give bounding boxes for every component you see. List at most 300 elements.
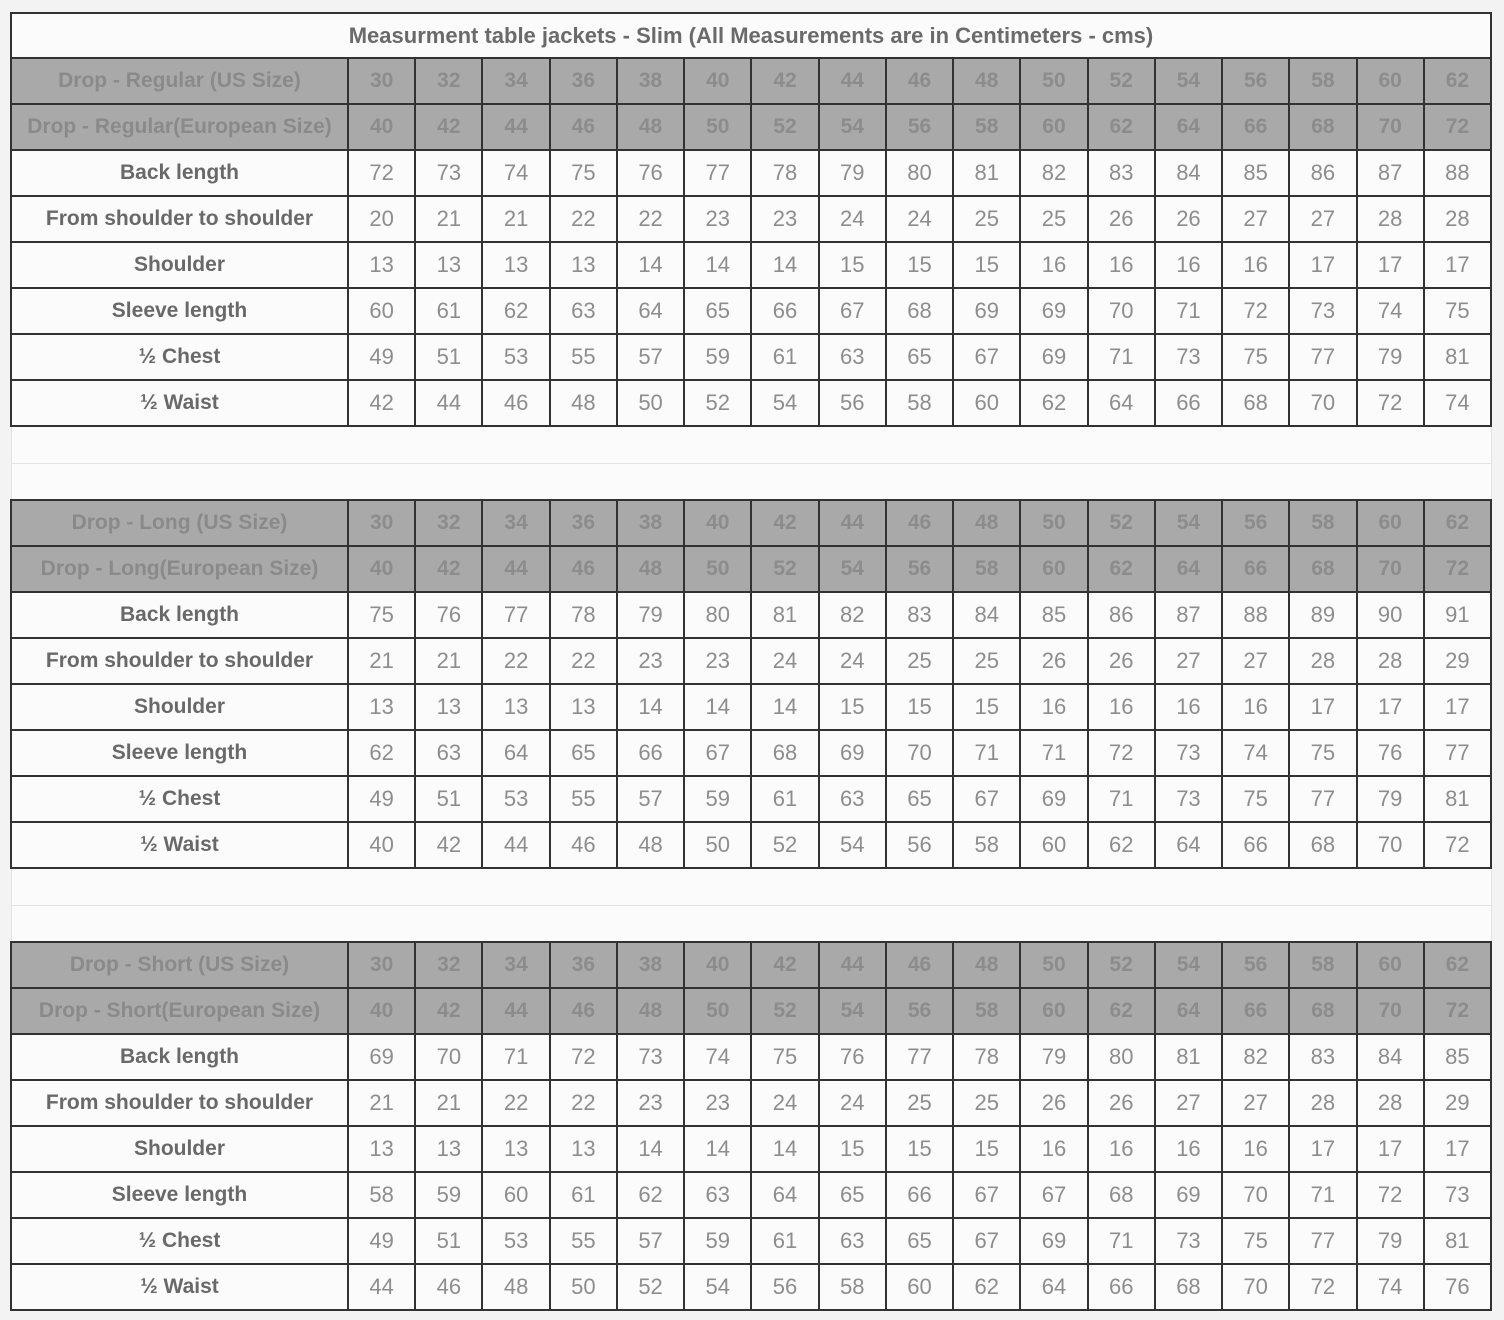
- measurement-value: 27: [1155, 638, 1222, 684]
- measurement-value: 65: [886, 776, 953, 822]
- measurement-value: 28: [1289, 638, 1356, 684]
- measurement-value: 72: [1357, 380, 1424, 426]
- size-header-cell: 68: [1289, 546, 1356, 592]
- measurement-value: 70: [1088, 288, 1155, 334]
- measurement-value: 14: [617, 242, 684, 288]
- measurement-value: 28: [1424, 196, 1491, 242]
- measurement-value: 14: [684, 242, 751, 288]
- measurement-row: [11, 1218, 1491, 1264]
- measurement-value: 62: [617, 1172, 684, 1218]
- measurement-value: 73: [1424, 1172, 1491, 1218]
- measurement-value: 57: [617, 776, 684, 822]
- measurement-value: 59: [684, 334, 751, 380]
- measurement-value: 74: [1357, 1264, 1424, 1310]
- size-header-cell: 56: [886, 546, 953, 592]
- size-header-row-us: [11, 942, 1491, 988]
- measurement-value: 17: [1424, 1126, 1491, 1172]
- measurement-value: 74: [1424, 380, 1491, 426]
- size-header-cell: 70: [1357, 988, 1424, 1034]
- measurement-value: 58: [348, 1172, 415, 1218]
- measurement-value: 53: [482, 1218, 549, 1264]
- measurement-value: 27: [1222, 638, 1289, 684]
- measurement-label: From shoulder to shoulder: [11, 196, 348, 242]
- measurement-value: 81: [1424, 334, 1491, 380]
- measurement-label: From shoulder to shoulder: [11, 1080, 348, 1126]
- size-header-cell: 38: [617, 500, 684, 546]
- measurement-value: 66: [886, 1172, 953, 1218]
- measurement-row: [11, 380, 1491, 426]
- measurement-value: 58: [886, 380, 953, 426]
- measurement-value: 60: [886, 1264, 953, 1310]
- measurement-value: 58: [953, 822, 1020, 868]
- measurement-value: 77: [886, 1034, 953, 1080]
- measurement-value: 21: [415, 1080, 482, 1126]
- measurement-value: 15: [819, 684, 886, 730]
- size-header-cell: 58: [1289, 58, 1356, 104]
- measurement-value: 76: [617, 150, 684, 196]
- measurement-value: 52: [684, 380, 751, 426]
- measurement-value: 67: [684, 730, 751, 776]
- measurement-value: 22: [482, 1080, 549, 1126]
- section-spacer-row: [11, 905, 1491, 942]
- measurement-value: 61: [751, 334, 818, 380]
- measurement-value: 13: [348, 684, 415, 730]
- size-header-cell: 44: [482, 988, 549, 1034]
- measurement-value: 80: [886, 150, 953, 196]
- measurement-value: 49: [348, 334, 415, 380]
- size-header-cell: 70: [1357, 546, 1424, 592]
- size-header-cell: 64: [1155, 988, 1222, 1034]
- size-header-cell: 68: [1289, 988, 1356, 1034]
- measurement-value: 48: [482, 1264, 549, 1310]
- measurement-value: 27: [1289, 196, 1356, 242]
- measurement-value: 75: [1424, 288, 1491, 334]
- size-header-cell: 48: [953, 58, 1020, 104]
- measurement-value: 48: [617, 822, 684, 868]
- measurement-value: 85: [1424, 1034, 1491, 1080]
- size-header-cell: 40: [684, 942, 751, 988]
- size-header-cell: 58: [1289, 500, 1356, 546]
- measurement-row: [11, 1034, 1491, 1080]
- measurement-value: 71: [1155, 288, 1222, 334]
- size-header-cell: 58: [953, 988, 1020, 1034]
- measurement-value: 13: [348, 1126, 415, 1172]
- measurement-value: 57: [617, 334, 684, 380]
- measurement-value: 73: [1155, 334, 1222, 380]
- measurement-value: 40: [348, 822, 415, 868]
- size-system-label: Drop - Short(European Size): [11, 988, 348, 1034]
- measurement-value: 55: [550, 1218, 617, 1264]
- measurement-value: 24: [819, 196, 886, 242]
- size-header-cell: 40: [348, 988, 415, 1034]
- measurement-value: 59: [415, 1172, 482, 1218]
- measurement-label: From shoulder to shoulder: [11, 638, 348, 684]
- measurement-value: 15: [819, 1126, 886, 1172]
- measurement-value: 73: [617, 1034, 684, 1080]
- measurement-value: 72: [1424, 822, 1491, 868]
- measurement-value: 77: [1424, 730, 1491, 776]
- measurement-value: 16: [1222, 242, 1289, 288]
- measurement-value: 16: [1222, 1126, 1289, 1172]
- measurement-table-body: [11, 13, 1491, 1310]
- size-header-cell: 60: [1357, 500, 1424, 546]
- size-header-row-us: [11, 58, 1491, 104]
- measurement-value: 44: [482, 822, 549, 868]
- measurement-value: 63: [684, 1172, 751, 1218]
- measurement-label: ½ Waist: [11, 1264, 348, 1310]
- size-header-cell: 48: [953, 942, 1020, 988]
- size-header-cell: 56: [1222, 500, 1289, 546]
- measurement-value: 66: [751, 288, 818, 334]
- measurement-value: 83: [1289, 1034, 1356, 1080]
- size-header-cell: 72: [1424, 988, 1491, 1034]
- measurement-row: [11, 776, 1491, 822]
- measurement-value: 51: [415, 334, 482, 380]
- size-header-cell: 44: [819, 500, 886, 546]
- measurement-value: 17: [1424, 242, 1491, 288]
- size-header-cell: 46: [550, 104, 617, 150]
- size-header-cell: 42: [751, 58, 818, 104]
- measurement-value: 70: [415, 1034, 482, 1080]
- measurement-value: 75: [348, 592, 415, 638]
- measurement-value: 81: [953, 150, 1020, 196]
- size-header-cell: 34: [482, 942, 549, 988]
- measurement-value: 67: [953, 1218, 1020, 1264]
- measurement-value: 65: [684, 288, 751, 334]
- measurement-value: 50: [684, 822, 751, 868]
- size-header-row-eu: [11, 988, 1491, 1034]
- measurement-label: Sleeve length: [11, 1172, 348, 1218]
- measurement-value: 73: [1155, 1218, 1222, 1264]
- size-header-cell: 50: [684, 546, 751, 592]
- size-header-cell: 54: [819, 104, 886, 150]
- measurement-value: 79: [819, 150, 886, 196]
- measurement-value: 75: [1289, 730, 1356, 776]
- measurement-row: [11, 1264, 1491, 1310]
- measurement-value: 48: [550, 380, 617, 426]
- measurement-value: 80: [684, 592, 751, 638]
- measurement-value: 28: [1289, 1080, 1356, 1126]
- section-spacer-row: [11, 426, 1491, 463]
- size-header-cell: 46: [550, 546, 617, 592]
- measurement-value: 16: [1088, 1126, 1155, 1172]
- size-header-cell: 54: [1155, 500, 1222, 546]
- measurement-value: 64: [751, 1172, 818, 1218]
- measurement-value: 67: [953, 776, 1020, 822]
- measurement-value: 76: [1357, 730, 1424, 776]
- measurement-value: 15: [953, 242, 1020, 288]
- measurement-value: 21: [482, 196, 549, 242]
- size-header-cell: 44: [819, 58, 886, 104]
- size-header-cell: 72: [1424, 546, 1491, 592]
- measurement-value: 13: [348, 242, 415, 288]
- size-header-cell: 64: [1155, 104, 1222, 150]
- measurement-label: Shoulder: [11, 242, 348, 288]
- size-header-cell: 58: [1289, 942, 1356, 988]
- measurement-value: 69: [1020, 288, 1087, 334]
- measurement-value: 21: [348, 638, 415, 684]
- size-header-cell: 46: [886, 58, 953, 104]
- measurement-value: 65: [886, 1218, 953, 1264]
- measurement-value: 70: [1289, 380, 1356, 426]
- measurement-value: 63: [819, 1218, 886, 1264]
- measurement-value: 24: [819, 638, 886, 684]
- measurement-value: 73: [1155, 776, 1222, 822]
- size-header-cell: 62: [1424, 58, 1491, 104]
- measurement-value: 54: [751, 380, 818, 426]
- measurement-value: 79: [1357, 1218, 1424, 1264]
- measurement-value: 66: [1155, 380, 1222, 426]
- size-header-cell: 56: [1222, 942, 1289, 988]
- measurement-value: 22: [550, 638, 617, 684]
- size-header-cell: 44: [482, 104, 549, 150]
- measurement-value: 22: [482, 638, 549, 684]
- size-header-cell: 32: [415, 500, 482, 546]
- measurement-value: 84: [1155, 150, 1222, 196]
- measurement-value: 14: [617, 684, 684, 730]
- size-header-cell: 60: [1020, 988, 1087, 1034]
- measurement-value: 75: [1222, 334, 1289, 380]
- measurement-value: 22: [617, 196, 684, 242]
- measurement-value: 81: [1155, 1034, 1222, 1080]
- measurement-value: 71: [1088, 334, 1155, 380]
- measurement-value: 79: [1357, 334, 1424, 380]
- measurement-value: 50: [617, 380, 684, 426]
- measurement-value: 66: [617, 730, 684, 776]
- measurement-value: 27: [1222, 1080, 1289, 1126]
- measurement-value: 61: [751, 1218, 818, 1264]
- measurement-label: ½ Chest: [11, 1218, 348, 1264]
- measurement-value: 69: [819, 730, 886, 776]
- size-header-cell: 56: [886, 104, 953, 150]
- size-header-cell: 30: [348, 58, 415, 104]
- size-header-cell: 44: [482, 546, 549, 592]
- measurement-value: 69: [1020, 1218, 1087, 1264]
- size-header-cell: 60: [1020, 546, 1087, 592]
- measurement-label: ½ Waist: [11, 380, 348, 426]
- measurement-value: 84: [953, 592, 1020, 638]
- measurement-value: 29: [1424, 638, 1491, 684]
- measurement-value: 46: [482, 380, 549, 426]
- measurement-value: 56: [751, 1264, 818, 1310]
- measurement-value: 24: [819, 1080, 886, 1126]
- measurement-row: [11, 1126, 1491, 1172]
- measurement-value: 73: [415, 150, 482, 196]
- measurement-value: 51: [415, 1218, 482, 1264]
- measurement-value: 74: [482, 150, 549, 196]
- measurement-value: 66: [1222, 822, 1289, 868]
- size-header-row-eu: [11, 104, 1491, 150]
- measurement-value: 74: [1357, 288, 1424, 334]
- size-header-cell: 66: [1222, 546, 1289, 592]
- size-header-cell: 30: [348, 942, 415, 988]
- size-header-cell: 54: [1155, 942, 1222, 988]
- measurement-value: 15: [886, 242, 953, 288]
- measurement-value: 22: [550, 1080, 617, 1126]
- measurement-value: 28: [1357, 638, 1424, 684]
- measurement-value: 46: [550, 822, 617, 868]
- section-spacer: [11, 868, 1491, 905]
- measurement-label: ½ Chest: [11, 334, 348, 380]
- measurement-row: [11, 638, 1491, 684]
- measurement-value: 89: [1289, 592, 1356, 638]
- measurement-value: 71: [1289, 1172, 1356, 1218]
- size-header-cell: 60: [1020, 104, 1087, 150]
- measurement-value: 75: [550, 150, 617, 196]
- size-header-cell: 36: [550, 500, 617, 546]
- measurement-value: 70: [1222, 1264, 1289, 1310]
- measurement-value: 64: [1155, 822, 1222, 868]
- size-header-cell: 40: [684, 500, 751, 546]
- size-header-cell: 50: [1020, 942, 1087, 988]
- section-spacer: [11, 426, 1491, 463]
- measurement-value: 49: [348, 1218, 415, 1264]
- measurement-value: 13: [415, 1126, 482, 1172]
- measurement-value: 78: [751, 150, 818, 196]
- size-header-cell: 60: [1357, 58, 1424, 104]
- size-header-cell: 62: [1088, 546, 1155, 592]
- size-system-label: Drop - Regular(European Size): [11, 104, 348, 150]
- measurement-value: 27: [1222, 196, 1289, 242]
- size-header-cell: 66: [1222, 104, 1289, 150]
- measurement-value: 15: [886, 1126, 953, 1172]
- size-header-cell: 50: [684, 104, 751, 150]
- measurement-value: 77: [482, 592, 549, 638]
- size-header-cell: 66: [1222, 988, 1289, 1034]
- measurement-value: 25: [886, 1080, 953, 1126]
- size-header-cell: 64: [1155, 546, 1222, 592]
- measurement-value: 62: [953, 1264, 1020, 1310]
- measurement-value: 23: [617, 1080, 684, 1126]
- measurement-value: 61: [415, 288, 482, 334]
- measurement-value: 68: [1222, 380, 1289, 426]
- size-header-cell: 62: [1088, 988, 1155, 1034]
- size-header-cell: 54: [819, 988, 886, 1034]
- measurement-value: 26: [1088, 1080, 1155, 1126]
- measurement-value: 63: [819, 776, 886, 822]
- section-spacer-row: [11, 868, 1491, 905]
- measurement-value: 88: [1222, 592, 1289, 638]
- size-header-cell: 40: [348, 104, 415, 150]
- measurement-value: 74: [684, 1034, 751, 1080]
- measurement-value: 82: [1222, 1034, 1289, 1080]
- measurement-value: 81: [751, 592, 818, 638]
- measurement-value: 67: [953, 334, 1020, 380]
- measurement-value: 72: [550, 1034, 617, 1080]
- size-header-cell: 52: [1088, 58, 1155, 104]
- measurement-value: 82: [819, 592, 886, 638]
- measurement-row: [11, 334, 1491, 380]
- measurement-value: 75: [751, 1034, 818, 1080]
- measurement-label: Shoulder: [11, 684, 348, 730]
- measurement-value: 16: [1020, 242, 1087, 288]
- measurement-value: 54: [819, 822, 886, 868]
- measurement-value: 79: [1020, 1034, 1087, 1080]
- measurement-value: 58: [819, 1264, 886, 1310]
- measurement-value: 53: [482, 334, 549, 380]
- measurement-value: 72: [1088, 730, 1155, 776]
- measurement-value: 16: [1088, 242, 1155, 288]
- measurement-label: Back length: [11, 1034, 348, 1080]
- measurement-value: 77: [684, 150, 751, 196]
- measurement-value: 63: [819, 334, 886, 380]
- measurement-value: 72: [1222, 288, 1289, 334]
- measurement-value: 79: [1357, 776, 1424, 822]
- measurement-value: 16: [1155, 684, 1222, 730]
- measurement-value: 17: [1424, 684, 1491, 730]
- section-spacer: [11, 463, 1491, 500]
- measurement-value: 60: [1020, 822, 1087, 868]
- size-header-cell: 30: [348, 500, 415, 546]
- size-header-cell: 70: [1357, 104, 1424, 150]
- measurement-value: 28: [1357, 1080, 1424, 1126]
- size-system-label: Drop - Regular (US Size): [11, 58, 348, 104]
- size-header-cell: 62: [1088, 104, 1155, 150]
- size-header-cell: 32: [415, 58, 482, 104]
- measurement-value: 73: [1155, 730, 1222, 776]
- measurement-value: 42: [415, 822, 482, 868]
- measurement-value: 54: [684, 1264, 751, 1310]
- measurement-value: 87: [1357, 150, 1424, 196]
- size-header-cell: 62: [1424, 942, 1491, 988]
- measurement-value: 90: [1357, 592, 1424, 638]
- measurement-label: ½ Chest: [11, 776, 348, 822]
- measurement-value: 24: [751, 638, 818, 684]
- measurement-value: 17: [1357, 684, 1424, 730]
- size-header-cell: 52: [1088, 942, 1155, 988]
- measurement-value: 25: [1020, 196, 1087, 242]
- measurement-value: 25: [953, 196, 1020, 242]
- measurement-value: 17: [1289, 684, 1356, 730]
- size-header-cell: 42: [415, 988, 482, 1034]
- measurement-value: 69: [1155, 1172, 1222, 1218]
- measurement-value: 44: [415, 380, 482, 426]
- measurement-row: [11, 196, 1491, 242]
- measurement-value: 69: [1020, 334, 1087, 380]
- size-header-cell: 40: [348, 546, 415, 592]
- measurement-value: 77: [1289, 776, 1356, 822]
- size-system-label: Drop - Long(European Size): [11, 546, 348, 592]
- measurement-value: 88: [1424, 150, 1491, 196]
- section-spacer: [11, 905, 1491, 942]
- size-header-cell: 40: [684, 58, 751, 104]
- measurement-value: 62: [1020, 380, 1087, 426]
- measurement-row: [11, 150, 1491, 196]
- size-header-cell: 48: [617, 546, 684, 592]
- measurement-value: 52: [617, 1264, 684, 1310]
- measurement-value: 57: [617, 1218, 684, 1264]
- size-header-cell: 52: [751, 988, 818, 1034]
- measurement-value: 63: [550, 288, 617, 334]
- size-header-cell: 52: [751, 546, 818, 592]
- measurement-value: 14: [751, 242, 818, 288]
- size-system-label: Drop - Short (US Size): [11, 942, 348, 988]
- measurement-row: [11, 288, 1491, 334]
- measurement-value: 86: [1088, 592, 1155, 638]
- measurement-value: 25: [953, 638, 1020, 684]
- size-header-cell: 54: [819, 546, 886, 592]
- table-title: Measurment table jackets - Slim (All Measurements are in Centimeters - cms): [11, 13, 1491, 58]
- measurement-value: 85: [1222, 150, 1289, 196]
- measurement-value: 72: [1357, 1172, 1424, 1218]
- size-header-cell: 62: [1424, 500, 1491, 546]
- measurement-value: 70: [886, 730, 953, 776]
- measurement-row: [11, 684, 1491, 730]
- measurement-value: 60: [482, 1172, 549, 1218]
- measurement-value: 23: [751, 196, 818, 242]
- measurement-label: Back length: [11, 150, 348, 196]
- measurement-value: 60: [348, 288, 415, 334]
